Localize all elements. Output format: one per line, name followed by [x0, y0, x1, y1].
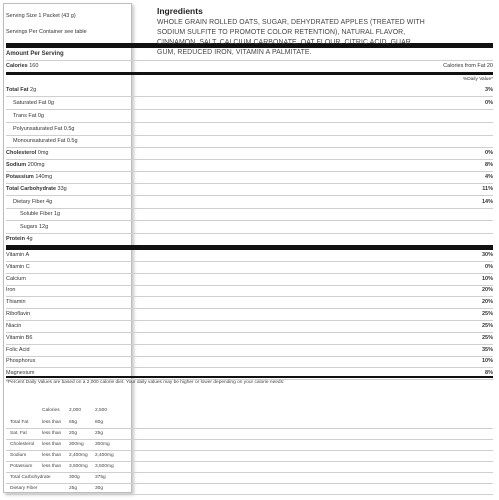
- vitamin-row: [6, 252, 493, 259]
- vitamin-row: [6, 347, 493, 354]
- ingredients-panel: [157, 6, 429, 58]
- thick-divider-calories: [6, 72, 493, 75]
- thick-divider-footnote: [6, 376, 493, 378]
- divider: [6, 171, 493, 172]
- guide-cell: 20g: [69, 431, 78, 436]
- nutrient-row: [6, 174, 493, 181]
- vitamin-row: [6, 358, 493, 365]
- divider: [6, 367, 493, 368]
- vitamin-label: Calcium: [6, 276, 26, 282]
- divider: [6, 109, 493, 110]
- guide-header-cell: Calories: [42, 408, 60, 413]
- guide-header-cell: 2,500: [95, 408, 108, 413]
- daily-value-header: %Daily Value*: [462, 77, 493, 82]
- nutrient-amount: 0.5g: [63, 126, 75, 132]
- calories-value: 160: [29, 63, 39, 69]
- guide-cell: Dietary Fiber: [10, 486, 38, 491]
- divider: [6, 483, 493, 484]
- vitamin-row: [6, 299, 493, 306]
- nutrient-row: [6, 199, 493, 206]
- guide-cell: Total Fat: [10, 420, 29, 425]
- divider: [6, 147, 493, 148]
- vitamin-daily-value: 25%: [481, 323, 493, 329]
- amount-per-serving-header: Amount Per Serving: [6, 51, 64, 57]
- nutrient-daily-value: 11%: [482, 186, 493, 192]
- divider: [6, 320, 493, 321]
- nutrient-label: Potassium: [6, 174, 34, 180]
- divider: [6, 183, 493, 184]
- vitamin-label: Vitamin C: [6, 264, 30, 270]
- nutrient-row: [6, 211, 493, 218]
- guide-cell: less than: [42, 453, 62, 458]
- divider: [6, 220, 493, 221]
- nutrient-label: Protein: [6, 236, 25, 242]
- divider: [6, 273, 493, 274]
- nutrient-label: Cholesterol: [6, 150, 37, 156]
- nutrient-row: [6, 186, 493, 193]
- vitamin-row: [6, 287, 493, 294]
- guide-cell: less than: [42, 442, 62, 447]
- nutrient-amount: 140mg: [35, 174, 53, 180]
- guide-cell: 300g: [69, 475, 80, 480]
- vitamin-daily-value: 25%: [481, 311, 493, 317]
- guide-cell: 25g: [95, 431, 104, 436]
- divider: [6, 60, 493, 61]
- divider: [6, 494, 493, 495]
- ingredients-title: Ingredients: [157, 6, 203, 16]
- guide-cell: 80g: [95, 420, 104, 425]
- vitamin-row: [6, 276, 493, 283]
- calories-from-fat: Calories from Fat 20: [443, 63, 493, 69]
- nutrient-daily-value: 4%: [485, 174, 493, 180]
- nutrient-label: Trans Fat: [13, 113, 37, 119]
- nutrient-amount: 12g: [38, 224, 49, 230]
- nutrient-row: [6, 87, 493, 94]
- guide-cell: Total Carbohydrate: [10, 475, 51, 480]
- guide-cell: less than: [42, 464, 62, 469]
- serving-size: Serving Size 1 Packet (43 g): [6, 13, 76, 19]
- vitamin-daily-value: 10%: [481, 358, 493, 364]
- nutrient-daily-value: 8%: [485, 162, 493, 168]
- nutrient-daily-value: 14%: [481, 199, 493, 205]
- nutrient-amount: 33g: [57, 186, 67, 192]
- divider: [6, 261, 493, 262]
- vitamin-label: Vitamin A: [6, 252, 30, 258]
- daily-value-footnote: *Percent Daily Values are based on a 2,000 calorie diet. Your daily values may be higher or lower depending on your calorie needs:: [6, 380, 285, 385]
- vitamin-daily-value: 35%: [481, 347, 493, 353]
- divider: [6, 159, 493, 160]
- nutrient-daily-value: 0%: [485, 150, 493, 156]
- divider: [6, 461, 493, 462]
- nutrient-row: [6, 150, 493, 157]
- nutrient-amount: 0mg: [37, 150, 49, 156]
- vitamin-row: [6, 311, 493, 318]
- nutrient-row: [6, 224, 493, 231]
- guide-cell: 375g: [95, 475, 106, 480]
- guide-cell: 300mg: [69, 442, 84, 447]
- calories-label: Calories: [6, 63, 28, 69]
- vitamin-daily-value: 0%: [485, 264, 493, 270]
- nutrient-label: Soluble Fiber: [20, 211, 53, 217]
- vitamin-label: Magnesium: [6, 370, 35, 376]
- vitamin-daily-value: 20%: [481, 299, 493, 305]
- vitamin-row: [6, 264, 493, 271]
- nutrient-amount: 4g: [26, 236, 33, 242]
- guide-cell: 2,400mg: [69, 453, 88, 458]
- divider: [6, 344, 493, 345]
- nutrient-amount: 0g: [37, 113, 44, 119]
- nutrient-label: Total Carbohydrate: [6, 186, 57, 192]
- divider: [6, 308, 493, 309]
- vitamin-row: [6, 323, 493, 330]
- guide-cell: 30g: [95, 486, 104, 491]
- nutrient-label: Monounsaturated Fat: [13, 138, 66, 144]
- vitamin-label: Folic Acid: [6, 347, 30, 353]
- guide-cell: Sat. Fat: [10, 431, 27, 436]
- guide-cell: 3,500mg: [69, 464, 88, 469]
- nutrient-label: Polyunsaturated Fat: [13, 126, 63, 132]
- guide-cell: 3,500mg: [95, 464, 114, 469]
- divider: [6, 439, 493, 440]
- vitamin-label: Riboflavin: [6, 311, 31, 317]
- vitamin-label: Iron: [6, 287, 16, 293]
- guide-cell: less than: [42, 431, 62, 436]
- vitamin-daily-value: 30%: [481, 252, 493, 258]
- divider: [6, 135, 493, 136]
- nutrient-label: Sodium: [6, 162, 27, 168]
- vitamin-row: [6, 335, 493, 342]
- guide-cell: Cholesterol: [10, 442, 35, 447]
- divider: [6, 296, 493, 297]
- divider: [6, 195, 493, 196]
- vitamin-label: Phosphorus: [6, 358, 36, 364]
- divider: [6, 356, 493, 357]
- nutrient-row: [6, 100, 493, 107]
- nutrient-amount: 1g: [53, 211, 61, 217]
- nutrient-row: [6, 236, 493, 243]
- nutrient-amount: 4g: [46, 199, 53, 205]
- thick-divider-vitamins: [6, 245, 493, 250]
- servings-per-container: Servings Per Container see table: [6, 29, 87, 35]
- vitamin-daily-value: 20%: [481, 287, 493, 293]
- nutrient-amount: 0.5g: [66, 138, 78, 144]
- nutrient-daily-value: 0%: [485, 100, 493, 106]
- guide-header-cell: 2,000: [69, 408, 82, 413]
- nutrient-row: [6, 126, 493, 133]
- nutrient-label: Total Fat: [6, 87, 29, 93]
- divider: [6, 122, 493, 123]
- vitamin-label: Thiamin: [6, 299, 26, 305]
- nutrient-daily-value: 3%: [485, 87, 493, 93]
- divider: [6, 332, 493, 333]
- divider: [6, 450, 493, 451]
- nutrient-row: [6, 138, 493, 145]
- nutrient-row: [6, 113, 493, 120]
- guide-cell: 25g: [69, 486, 78, 491]
- guide-cell: Sodium: [10, 453, 27, 458]
- guide-cell: 65g: [69, 420, 78, 425]
- divider: [6, 233, 493, 234]
- guide-cell: Potassium: [10, 464, 33, 469]
- vitamin-daily-value: 8%: [485, 370, 493, 376]
- calories-row: [6, 63, 493, 70]
- divider: [6, 96, 493, 97]
- vitamin-daily-value: 25%: [481, 335, 493, 341]
- nutrient-amount: 200mg: [27, 162, 45, 168]
- nutrient-amount: 0g: [47, 100, 54, 106]
- guide-cell: 300mg: [95, 442, 110, 447]
- nutrient-label: Saturated Fat: [13, 100, 47, 106]
- vitamin-label: Vitamin B6: [6, 335, 33, 341]
- ingredients-text: WHOLE GRAIN ROLLED OATS, SUGAR, DEHYDRATED APPLES (TREATED WITH SODIUM SULFITE TO PROMOTE COLOR RETENTION), NATURAL FLAVOR, CINNAMON, SALT, CALCIUM CARBONATE, OAT FLOUR, CITRIC ACID, GUAR GUM, REDUCED IRON, VITAMIN A PALMITATE.: [157, 19, 425, 56]
- divider: [6, 285, 493, 286]
- vitamin-label: Niacin: [6, 323, 22, 329]
- guide-cell: less than: [42, 420, 62, 425]
- divider: [6, 428, 493, 429]
- vitamin-daily-value: 10%: [481, 276, 493, 282]
- divider: [6, 472, 493, 473]
- nutrient-row: [6, 162, 493, 169]
- nutrient-amount: 2g: [30, 87, 37, 93]
- nutrient-label: Sugars: [20, 224, 38, 230]
- divider: [6, 208, 493, 209]
- nutrient-label: Dietary Fiber: [13, 199, 45, 205]
- guide-cell: 2,400mg: [95, 453, 114, 458]
